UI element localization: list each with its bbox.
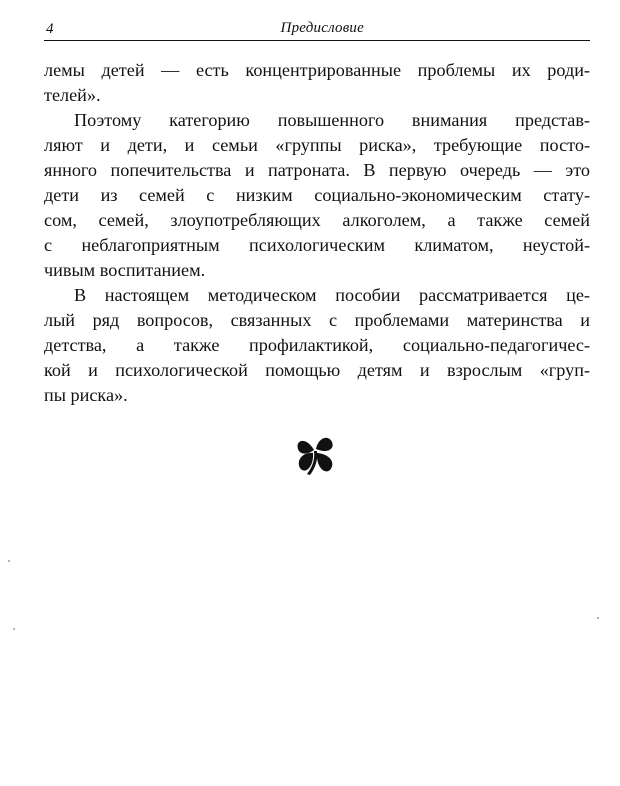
text-line: Поэтому категорию повышенного внимания представ- <box>74 110 590 130</box>
text-line: чивым воспитанием. <box>44 260 206 280</box>
page-number: 4 <box>46 21 54 37</box>
text-line: с неблагоприятным психологическим климатом, неустой- <box>44 235 590 255</box>
paragraph-risk-groups <box>44 108 590 283</box>
text-line: ляют и дети, и семьи «группы риска», требующие посто- <box>44 135 590 155</box>
scan-speck <box>8 560 10 562</box>
text-line: телей». <box>44 85 101 105</box>
running-header <box>44 18 590 41</box>
text-line: лемы детей — есть концентрированные проблемы их роди- <box>44 60 590 80</box>
body-text <box>44 58 590 408</box>
text-line: сом, семей, злоупотребляющих алкоголем, а также семей <box>44 210 590 230</box>
paragraph-continued <box>44 58 590 108</box>
clover-ornament-icon <box>293 432 339 476</box>
scan-speck <box>13 628 15 630</box>
text-line: дети из семей с низким социально-экономическим стату- <box>44 185 590 205</box>
text-line: янного попечительства и патроната. В первую очередь — это <box>44 160 590 180</box>
text-line: детства, а также профилактикой, социально-педагогичес- <box>44 335 590 355</box>
paragraph-manual-scope <box>44 283 590 408</box>
running-title: Предисловие <box>280 20 364 36</box>
text-line: пы риска». <box>44 385 128 405</box>
text-line: кой и психологической помощью детям и взрослым «груп- <box>44 360 590 380</box>
text-line: В настоящем методическом пособии рассматривается це- <box>74 285 590 305</box>
text-line: лый ряд вопросов, связанных с проблемами материнства и <box>44 310 590 330</box>
scan-speck <box>597 617 599 619</box>
